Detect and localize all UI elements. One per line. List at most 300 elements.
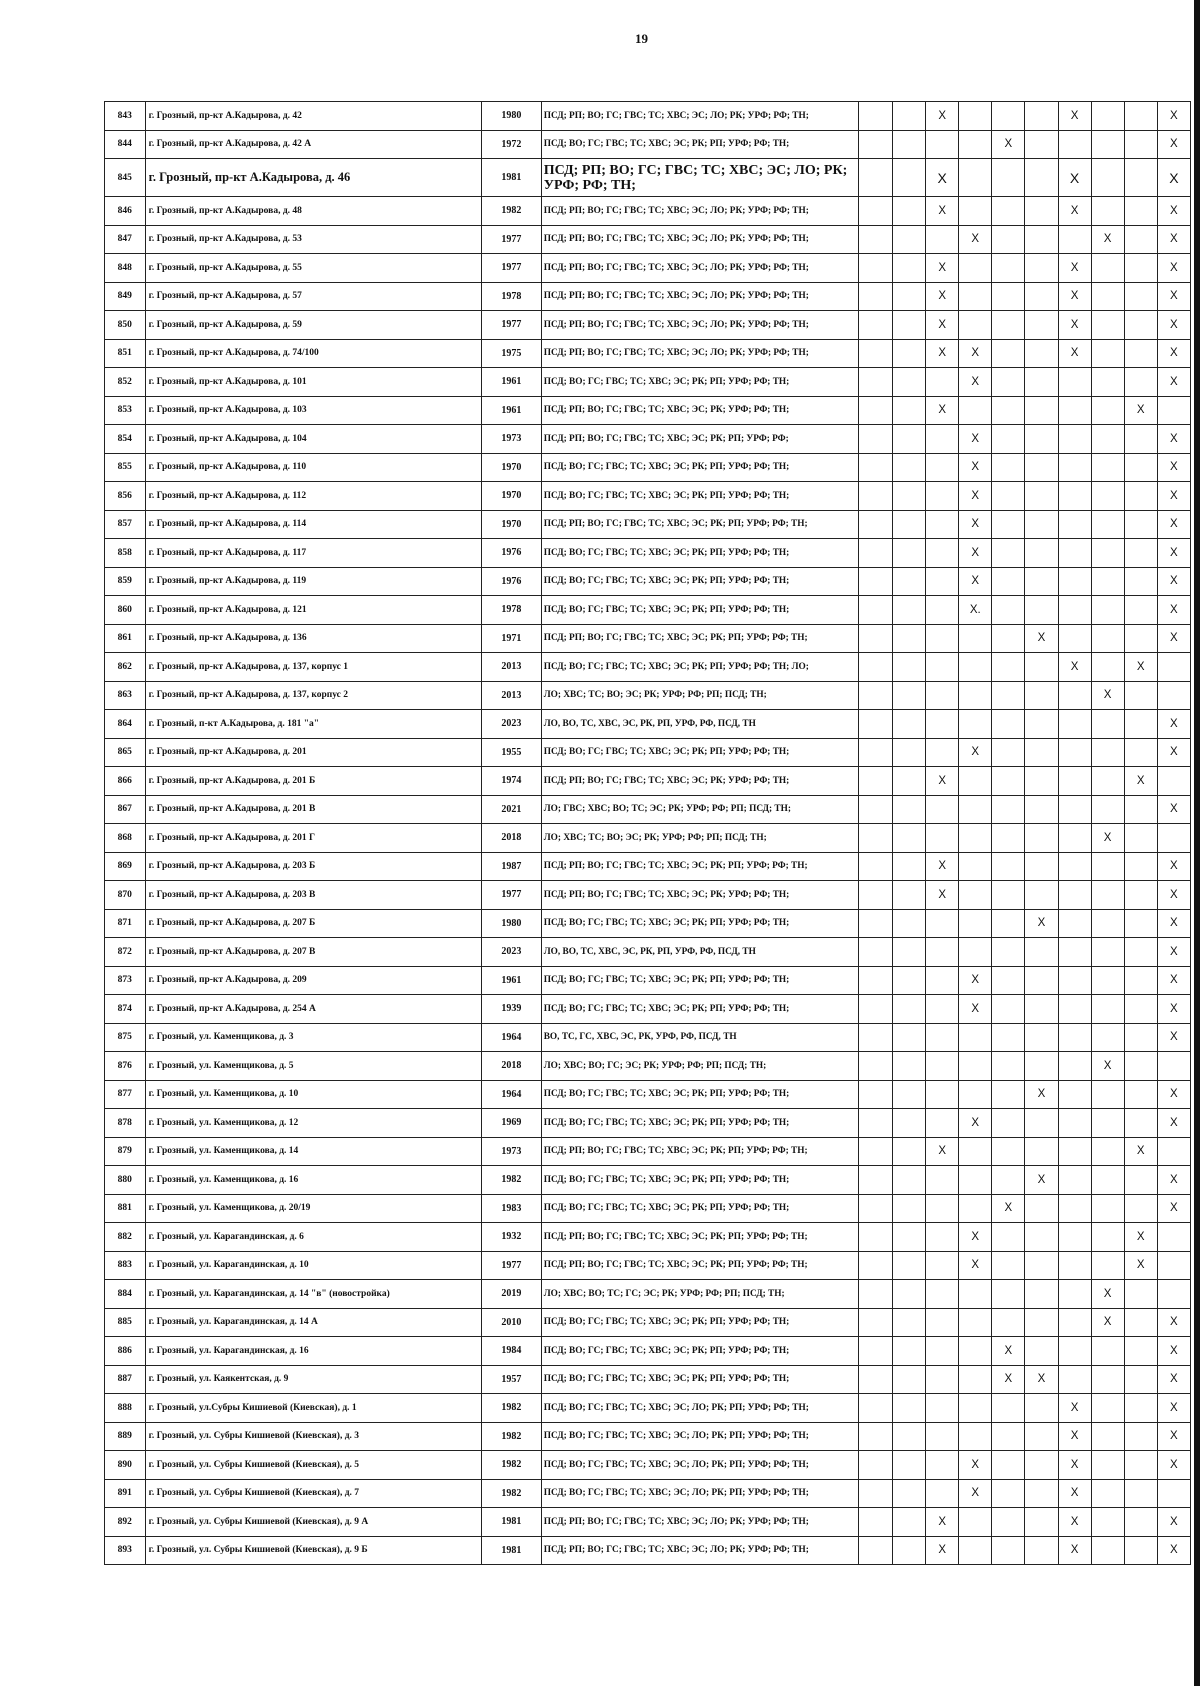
- address-cell: г. Грозный, пр-кт А.Кадырова, д. 101: [145, 368, 481, 397]
- period-mark-cell: [1091, 738, 1124, 767]
- period-mark-cell: [992, 624, 1025, 653]
- address-cell: г. Грозный, пр-кт А.Кадырова, д. 59: [145, 311, 481, 340]
- table-row: [105, 1536, 1191, 1565]
- period-mark-cell: [893, 453, 926, 482]
- period-mark-cell: [926, 1109, 959, 1138]
- period-mark-cell: [926, 824, 959, 853]
- period-mark-cell: [1025, 197, 1058, 226]
- period-mark-cell: [858, 1137, 892, 1166]
- year-cell: 1982: [481, 1451, 541, 1480]
- period-mark-cell: X: [1157, 225, 1190, 254]
- row-number: 885: [105, 1308, 146, 1337]
- address-cell: г. Грозный, ул. Субры Кишиевой (Киевская), д. 7: [145, 1479, 481, 1508]
- period-mark-cell: X: [1058, 282, 1091, 311]
- address-cell: г. Грозный, пр-кт А.Кадырова, д. 104: [145, 425, 481, 454]
- period-mark-cell: [1091, 767, 1124, 796]
- period-mark-cell: [926, 596, 959, 625]
- row-number: 892: [105, 1508, 146, 1537]
- table-row: [105, 966, 1191, 995]
- period-mark-cell: [992, 824, 1025, 853]
- period-mark-cell: [992, 539, 1025, 568]
- period-mark-cell: [1058, 1337, 1091, 1366]
- address-cell: г. Грозный, ул. Каменщикова, д. 14: [145, 1137, 481, 1166]
- works-list-cell: ПСД; ВО; ГС; ГВС; ТС; ХВС; ЭС; РК; РП; УРФ; РФ; ТН;: [541, 738, 858, 767]
- period-mark-cell: [926, 1308, 959, 1337]
- period-mark-cell: [1058, 881, 1091, 910]
- period-mark-cell: [893, 1080, 926, 1109]
- works-list-cell: ЛО; ХВС; ТС; ВО; ЭС; РК; УРФ; РФ; РП; ПСД; ТН;: [541, 681, 858, 710]
- year-cell: 1957: [481, 1365, 541, 1394]
- period-mark-cell: [1025, 1251, 1058, 1280]
- period-mark-cell: [992, 368, 1025, 397]
- year-cell: 1955: [481, 738, 541, 767]
- period-mark-cell: X: [1058, 1536, 1091, 1565]
- address-cell: г. Грозный, пр-кт А.Кадырова, д. 136: [145, 624, 481, 653]
- period-mark-cell: X: [1058, 1479, 1091, 1508]
- period-mark-cell: [1157, 396, 1190, 425]
- row-number: 856: [105, 482, 146, 511]
- period-mark-cell: [926, 453, 959, 482]
- period-mark-cell: [959, 1280, 992, 1309]
- period-mark-cell: [1058, 710, 1091, 739]
- address-cell: г. Грозный, пр-кт А.Кадырова, д. 254 А: [145, 995, 481, 1024]
- table-row: [105, 824, 1191, 853]
- period-mark-cell: X: [926, 159, 959, 197]
- table-row: [105, 539, 1191, 568]
- year-cell: 1932: [481, 1223, 541, 1252]
- period-mark-cell: [959, 795, 992, 824]
- period-mark-cell: X: [1058, 311, 1091, 340]
- period-mark-cell: [1058, 767, 1091, 796]
- period-mark-cell: X: [1157, 1508, 1190, 1537]
- period-mark-cell: [858, 1109, 892, 1138]
- row-number: 865: [105, 738, 146, 767]
- period-mark-cell: [1157, 1137, 1190, 1166]
- period-mark-cell: X: [1025, 624, 1058, 653]
- works-list-cell: ПСД; РП; ВО; ГС; ГВС; ТС; ХВС; ЭС; РК; УРФ; РФ; ТН;: [541, 767, 858, 796]
- row-number: 867: [105, 795, 146, 824]
- period-mark-cell: X: [1025, 909, 1058, 938]
- period-mark-cell: [1091, 938, 1124, 967]
- period-mark-cell: [858, 425, 892, 454]
- row-number: 849: [105, 282, 146, 311]
- period-mark-cell: X: [1157, 482, 1190, 511]
- period-mark-cell: [1091, 1080, 1124, 1109]
- period-mark-cell: [893, 567, 926, 596]
- table-row: [105, 225, 1191, 254]
- table-row: [105, 738, 1191, 767]
- period-mark-cell: [858, 1080, 892, 1109]
- address-cell: г. Грозный, пр-кт А.Кадырова, д. 121: [145, 596, 481, 625]
- period-mark-cell: [1025, 1137, 1058, 1166]
- period-mark-cell: [858, 1394, 892, 1423]
- period-mark-cell: [1025, 1308, 1058, 1337]
- period-mark-cell: [1058, 1251, 1091, 1280]
- table-row: [105, 1023, 1191, 1052]
- period-mark-cell: [1058, 596, 1091, 625]
- period-mark-cell: X: [959, 567, 992, 596]
- period-mark-cell: X: [1058, 339, 1091, 368]
- period-mark-cell: X: [959, 539, 992, 568]
- works-list-cell: ПСД; РП; ВО; ГС; ГВС; ТС; ХВС; ЭС; ЛО; РК; УРФ; РФ; ТН;: [541, 311, 858, 340]
- period-mark-cell: [858, 710, 892, 739]
- period-mark-cell: [1124, 567, 1157, 596]
- houses-table: [104, 101, 1191, 1565]
- period-mark-cell: [1025, 282, 1058, 311]
- period-mark-cell: [1124, 254, 1157, 283]
- period-mark-cell: [1025, 653, 1058, 682]
- period-mark-cell: [992, 795, 1025, 824]
- period-mark-cell: [1124, 1422, 1157, 1451]
- period-mark-cell: [893, 102, 926, 131]
- table-row: [105, 1080, 1191, 1109]
- row-number: 889: [105, 1422, 146, 1451]
- period-mark-cell: [1058, 368, 1091, 397]
- period-mark-cell: [926, 938, 959, 967]
- period-mark-cell: [893, 995, 926, 1024]
- period-mark-cell: [893, 852, 926, 881]
- period-mark-cell: [1157, 1251, 1190, 1280]
- period-mark-cell: [926, 1052, 959, 1081]
- period-mark-cell: [1025, 767, 1058, 796]
- address-cell: г. Грозный, пр-кт А.Кадырова, д. 201 Г: [145, 824, 481, 853]
- period-mark-cell: [992, 311, 1025, 340]
- period-mark-cell: [992, 966, 1025, 995]
- address-cell: г. Грозный, пр-кт А.Кадырова, д. 203 Б: [145, 852, 481, 881]
- period-mark-cell: X: [1058, 254, 1091, 283]
- table-row: [105, 1251, 1191, 1280]
- period-mark-cell: X: [1157, 130, 1190, 159]
- period-mark-cell: [926, 795, 959, 824]
- table-row: [105, 1052, 1191, 1081]
- period-mark-cell: [1124, 795, 1157, 824]
- table-row: [105, 681, 1191, 710]
- period-mark-cell: [926, 1080, 959, 1109]
- period-mark-cell: [1091, 653, 1124, 682]
- period-mark-cell: [1058, 995, 1091, 1024]
- period-mark-cell: [926, 1451, 959, 1480]
- period-mark-cell: [893, 767, 926, 796]
- period-mark-cell: [893, 197, 926, 226]
- table-row: [105, 1280, 1191, 1309]
- period-mark-cell: [1157, 1223, 1190, 1252]
- period-mark-cell: X: [1157, 1422, 1190, 1451]
- period-mark-cell: [858, 1280, 892, 1309]
- period-mark-cell: [992, 653, 1025, 682]
- year-cell: 2013: [481, 653, 541, 682]
- period-mark-cell: X: [1157, 1080, 1190, 1109]
- works-list-cell: ПСД; ВО; ГС; ГВС; ТС; ХВС; ЭС; ЛО; РК; РП; УРФ; РФ; ТН;: [541, 1479, 858, 1508]
- period-mark-cell: [1025, 995, 1058, 1024]
- address-cell: г. Грозный, пр-кт А.Кадырова, д. 114: [145, 510, 481, 539]
- period-mark-cell: [1124, 425, 1157, 454]
- period-mark-cell: X: [1157, 1308, 1190, 1337]
- period-mark-cell: [1091, 1251, 1124, 1280]
- period-mark-cell: [959, 909, 992, 938]
- works-list-cell: ПСД; РП; ВО; ГС; ГВС; ТС; ХВС; ЭС; ЛО; РК; УРФ; РФ; ТН;: [541, 339, 858, 368]
- period-mark-cell: [1058, 1365, 1091, 1394]
- table-row: [105, 1365, 1191, 1394]
- address-cell: г. Грозный, ул. Субры Кишиевой (Киевская), д. 9 Б: [145, 1536, 481, 1565]
- address-cell: г. Грозный, пр-кт А.Кадырова, д. 112: [145, 482, 481, 511]
- year-cell: 1980: [481, 102, 541, 131]
- period-mark-cell: [893, 681, 926, 710]
- period-mark-cell: [1058, 396, 1091, 425]
- period-mark-cell: [1124, 197, 1157, 226]
- period-mark-cell: [858, 1479, 892, 1508]
- period-mark-cell: [1091, 1023, 1124, 1052]
- period-mark-cell: [858, 1422, 892, 1451]
- period-mark-cell: X: [1157, 254, 1190, 283]
- table-row: [105, 1194, 1191, 1223]
- period-mark-cell: X: [959, 368, 992, 397]
- row-number: 863: [105, 681, 146, 710]
- period-mark-cell: [1091, 1394, 1124, 1423]
- period-mark-cell: X: [959, 453, 992, 482]
- period-mark-cell: [1124, 159, 1157, 197]
- period-mark-cell: [1025, 453, 1058, 482]
- period-mark-cell: X: [1157, 1194, 1190, 1223]
- period-mark-cell: [1091, 710, 1124, 739]
- period-mark-cell: [926, 225, 959, 254]
- period-mark-cell: X: [926, 102, 959, 131]
- period-mark-cell: [1025, 596, 1058, 625]
- year-cell: 1977: [481, 881, 541, 910]
- period-mark-cell: [1124, 596, 1157, 625]
- period-mark-cell: X: [1025, 1166, 1058, 1195]
- period-mark-cell: [926, 681, 959, 710]
- table-row: [105, 624, 1191, 653]
- works-list-cell: ПСД; ВО; ГС; ГВС; ТС; ХВС; ЭС; РК; РП; УРФ; РФ; ТН;: [541, 1080, 858, 1109]
- period-mark-cell: [1124, 1536, 1157, 1565]
- table-row: [105, 1422, 1191, 1451]
- period-mark-cell: [959, 1052, 992, 1081]
- address-cell: г. Грозный, пр-кт А.Кадырова, д. 42: [145, 102, 481, 131]
- period-mark-cell: X: [959, 425, 992, 454]
- period-mark-cell: [1091, 254, 1124, 283]
- period-mark-cell: [858, 1337, 892, 1366]
- period-mark-cell: X: [1157, 311, 1190, 340]
- period-mark-cell: [959, 681, 992, 710]
- address-cell: г. Грозный, ул. Субры Кишиевой (Киевская), д. 5: [145, 1451, 481, 1480]
- period-mark-cell: [992, 1251, 1025, 1280]
- period-mark-cell: [926, 482, 959, 511]
- address-cell: г. Грозный, пр-кт А.Кадырова, д. 137, корпус 2: [145, 681, 481, 710]
- period-mark-cell: [1124, 225, 1157, 254]
- works-list-cell: ПСД; ВО; ГС; ГВС; ТС; ХВС; ЭС; РК; РП; УРФ; РФ; ТН;: [541, 966, 858, 995]
- period-mark-cell: [1091, 881, 1124, 910]
- year-cell: 1976: [481, 539, 541, 568]
- period-mark-cell: [992, 995, 1025, 1024]
- period-mark-cell: [959, 311, 992, 340]
- works-list-cell: ПСД; РП; ВО; ГС; ГВС; ТС; ХВС; ЭС; РК; УРФ; РФ; ТН;: [541, 881, 858, 910]
- row-number: 854: [105, 425, 146, 454]
- period-mark-cell: [959, 710, 992, 739]
- period-mark-cell: [1091, 425, 1124, 454]
- period-mark-cell: [893, 1251, 926, 1280]
- year-cell: 1981: [481, 1536, 541, 1565]
- period-mark-cell: X: [992, 1194, 1025, 1223]
- works-list-cell: ПСД; РП; ВО; ГС; ГВС; ТС; ХВС; ЭС; ЛО; РК; УРФ; РФ; ТН;: [541, 254, 858, 283]
- row-number: 844: [105, 130, 146, 159]
- year-cell: 1982: [481, 1394, 541, 1423]
- year-cell: 1970: [481, 482, 541, 511]
- year-cell: 1980: [481, 909, 541, 938]
- period-mark-cell: [1025, 339, 1058, 368]
- row-number: 890: [105, 1451, 146, 1480]
- table-row: [105, 995, 1191, 1024]
- period-mark-cell: [1058, 1052, 1091, 1081]
- period-mark-cell: X: [926, 1137, 959, 1166]
- period-mark-cell: X: [1157, 159, 1190, 197]
- period-mark-cell: [1091, 596, 1124, 625]
- period-mark-cell: [959, 1337, 992, 1366]
- period-mark-cell: [893, 881, 926, 910]
- period-mark-cell: [959, 1536, 992, 1565]
- year-cell: 1978: [481, 596, 541, 625]
- period-mark-cell: [992, 339, 1025, 368]
- period-mark-cell: [1025, 966, 1058, 995]
- period-mark-cell: [959, 130, 992, 159]
- period-mark-cell: [1124, 510, 1157, 539]
- year-cell: 1972: [481, 130, 541, 159]
- period-mark-cell: [992, 1223, 1025, 1252]
- period-mark-cell: [1157, 1052, 1190, 1081]
- address-cell: г. Грозный, ул.Субры Кишиевой (Киевская), д. 1: [145, 1394, 481, 1423]
- table-row: [105, 596, 1191, 625]
- period-mark-cell: X: [1157, 453, 1190, 482]
- page-number: 19: [635, 31, 648, 46]
- table-row: [105, 1508, 1191, 1537]
- period-mark-cell: [992, 453, 1025, 482]
- period-mark-cell: X: [1058, 102, 1091, 131]
- address-cell: г. Грозный, пр-кт А.Кадырова, д. 207 В: [145, 938, 481, 967]
- period-mark-cell: [1124, 738, 1157, 767]
- address-cell: г. Грозный, ул. Субры Кишиевой (Киевская), д. 9 А: [145, 1508, 481, 1537]
- period-mark-cell: [1124, 710, 1157, 739]
- period-mark-cell: [1025, 159, 1058, 197]
- period-mark-cell: [858, 795, 892, 824]
- works-list-cell: ПСД; РП; ВО; ГС; ГВС; ТС; ХВС; ЭС; ЛО; РК; УРФ; РФ; ТН;: [541, 1536, 858, 1565]
- period-mark-cell: X: [1058, 197, 1091, 226]
- year-cell: 1975: [481, 339, 541, 368]
- period-mark-cell: [893, 624, 926, 653]
- period-mark-cell: X: [926, 254, 959, 283]
- works-list-cell: ЛО, ВО, ТС, ХВС, ЭС, РК, РП, УРФ, РФ, ПСД, ТН: [541, 710, 858, 739]
- period-mark-cell: [1157, 1280, 1190, 1309]
- table-row: [105, 197, 1191, 226]
- period-mark-cell: [959, 1023, 992, 1052]
- period-mark-cell: X: [1157, 852, 1190, 881]
- period-mark-cell: [858, 909, 892, 938]
- period-mark-cell: [1124, 1337, 1157, 1366]
- period-mark-cell: X: [992, 1365, 1025, 1394]
- address-cell: г. Грозный, пр-кт А.Кадырова, д. 119: [145, 567, 481, 596]
- period-mark-cell: [926, 1194, 959, 1223]
- period-mark-cell: [858, 102, 892, 131]
- period-mark-cell: [893, 254, 926, 283]
- period-mark-cell: X: [1091, 225, 1124, 254]
- period-mark-cell: [893, 539, 926, 568]
- period-mark-cell: [1091, 1109, 1124, 1138]
- period-mark-cell: X: [1157, 197, 1190, 226]
- address-cell: г. Грозный, пр-кт А.Кадырова, д. 203 В: [145, 881, 481, 910]
- table-row: [105, 710, 1191, 739]
- period-mark-cell: [1058, 1280, 1091, 1309]
- period-mark-cell: [992, 1479, 1025, 1508]
- period-mark-cell: [1124, 282, 1157, 311]
- period-mark-cell: X: [959, 1109, 992, 1138]
- period-mark-cell: X: [1157, 1337, 1190, 1366]
- year-cell: 2021: [481, 795, 541, 824]
- period-mark-cell: [1025, 1223, 1058, 1252]
- period-mark-cell: [1124, 881, 1157, 910]
- table-row: [105, 282, 1191, 311]
- period-mark-cell: [959, 1166, 992, 1195]
- address-cell: г. Грозный, пр-кт А.Кадырова, д. 74/100: [145, 339, 481, 368]
- period-mark-cell: X: [926, 767, 959, 796]
- period-mark-cell: [893, 1052, 926, 1081]
- period-mark-cell: [1091, 567, 1124, 596]
- works-list-cell: ПСД; РП; ВО; ГС; ГВС; ТС; ХВС; ЭС; РК; РП; УРФ; РФ; ТН;: [541, 1137, 858, 1166]
- table-row: [105, 567, 1191, 596]
- period-mark-cell: [893, 130, 926, 159]
- period-mark-cell: [1091, 1451, 1124, 1480]
- address-cell: г. Грозный, ул. Субры Кишиевой (Киевская), д. 3: [145, 1422, 481, 1451]
- works-list-cell: ПСД; ВО; ГС; ГВС; ТС; ХВС; ЭС; РК; РП; УРФ; РФ; ТН;: [541, 539, 858, 568]
- period-mark-cell: X: [1091, 1280, 1124, 1309]
- row-number: 859: [105, 567, 146, 596]
- table-row: [105, 159, 1191, 197]
- year-cell: 2023: [481, 938, 541, 967]
- period-mark-cell: [926, 1337, 959, 1366]
- period-mark-cell: [1091, 339, 1124, 368]
- row-number: 875: [105, 1023, 146, 1052]
- address-cell: г. Грозный, ул. Карагандинская, д. 14 А: [145, 1308, 481, 1337]
- period-mark-cell: [1025, 1508, 1058, 1537]
- period-mark-cell: [893, 738, 926, 767]
- year-cell: 1984: [481, 1337, 541, 1366]
- address-cell: г. Грозный, пр-кт А.Кадырова, д. 42 А: [145, 130, 481, 159]
- period-mark-cell: [926, 710, 959, 739]
- period-mark-cell: [893, 1223, 926, 1252]
- period-mark-cell: [893, 225, 926, 254]
- period-mark-cell: [858, 1023, 892, 1052]
- period-mark-cell: [858, 1251, 892, 1280]
- period-mark-cell: [959, 852, 992, 881]
- period-mark-cell: [959, 1365, 992, 1394]
- period-mark-cell: [893, 710, 926, 739]
- works-list-cell: ПСД; ВО; ГС; ГВС; ТС; ХВС; ЭС; РК; РП; УРФ; РФ; ТН;: [541, 1166, 858, 1195]
- period-mark-cell: [992, 254, 1025, 283]
- period-mark-cell: [992, 1422, 1025, 1451]
- row-number: 850: [105, 311, 146, 340]
- address-cell: г. Грозный, п-кт А.Кадырова, д. 181 "а": [145, 710, 481, 739]
- row-number: 846: [105, 197, 146, 226]
- period-mark-cell: [959, 1080, 992, 1109]
- period-mark-cell: X: [959, 510, 992, 539]
- row-number: 893: [105, 1536, 146, 1565]
- works-list-cell: ПСД; ВО; ГС; ГВС; ТС; ХВС; ЭС; ЛО; РК; РП; УРФ; РФ; ТН;: [541, 1451, 858, 1480]
- period-mark-cell: [858, 938, 892, 967]
- period-mark-cell: [1025, 225, 1058, 254]
- period-mark-cell: [992, 852, 1025, 881]
- year-cell: 1977: [481, 1251, 541, 1280]
- period-mark-cell: [992, 1023, 1025, 1052]
- period-mark-cell: [959, 881, 992, 910]
- address-cell: г. Грозный, ул. Карагандинская, д. 10: [145, 1251, 481, 1280]
- period-mark-cell: [926, 1365, 959, 1394]
